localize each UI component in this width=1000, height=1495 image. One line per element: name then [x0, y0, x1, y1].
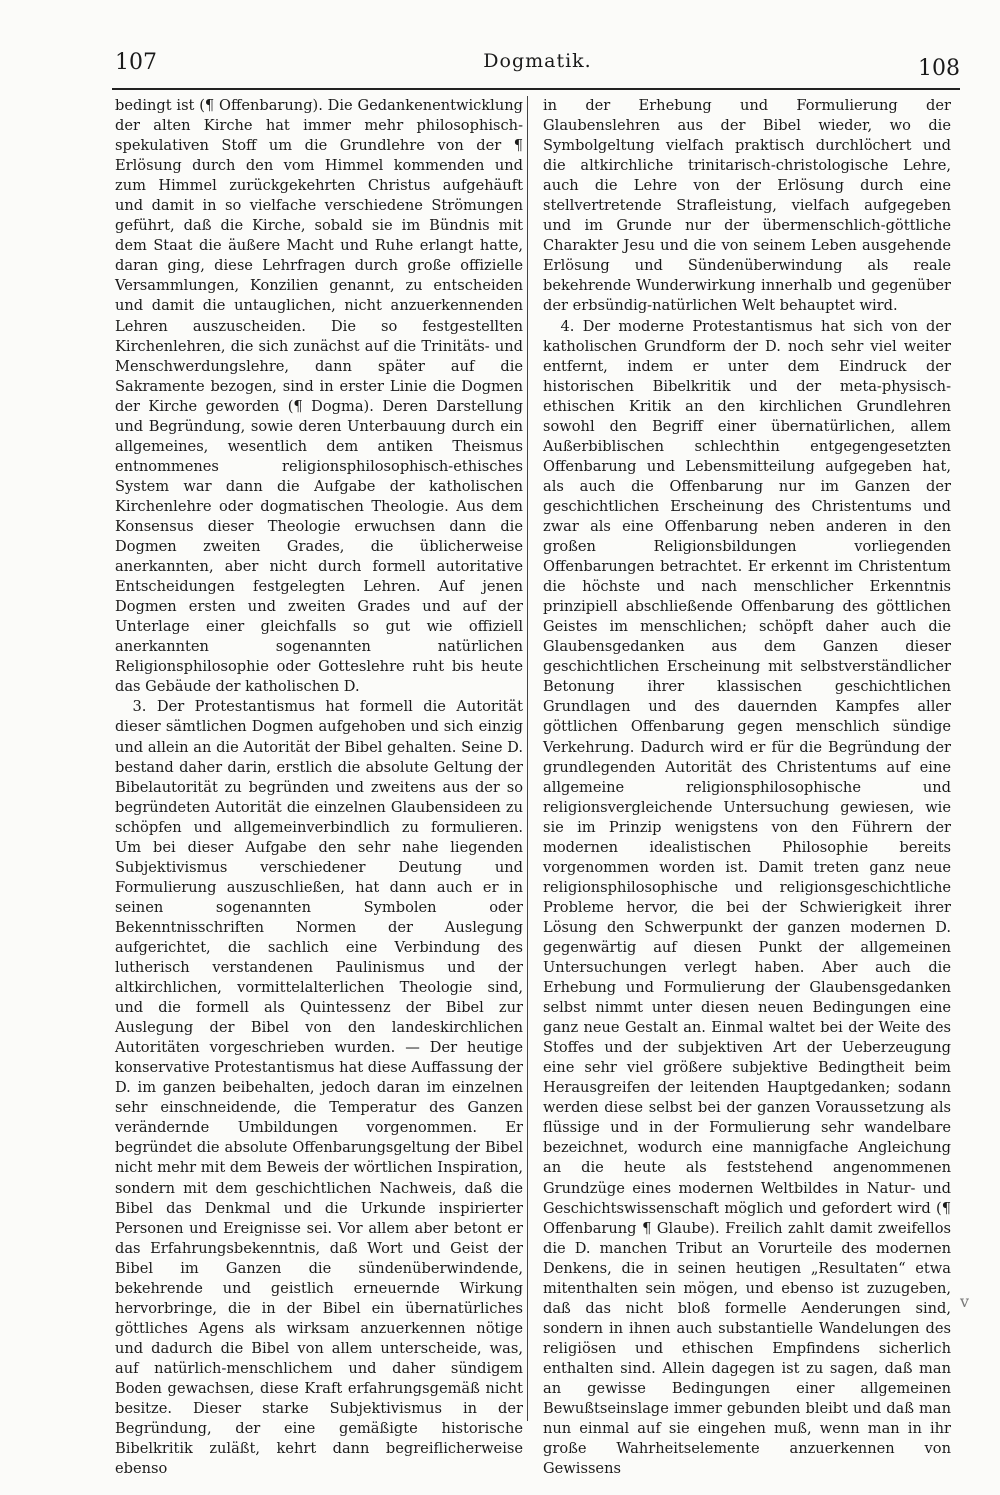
running-title: Dogmatik.	[483, 50, 592, 72]
header-rule	[112, 88, 960, 90]
text-column-right	[543, 96, 951, 1478]
text-column-left	[115, 96, 523, 1478]
column-divider	[527, 96, 528, 1421]
paragraph-section-4: 4. Der moderne Protestantismus hat sich von der katholischen Grundform der D. noch sehr viel weiter entfernt, indem er unter dem Eindruck der historischen Bibelkritik und der meta-physisch-ethischen Kritik an den kirchlichen Grundlehren sowohl den Begriff einer übernatürlichen, allem Außerbiblischen schlechthin entgegengesetzten Offenbarung und Lebensmitteilung aufgegeben hat, als auch die Offenbarung nur im Ganzen der geschichtlichen Erscheinung des Christentums und zwar als eine Offenbarung neben anderen in den großen Religionsbildungen vorliegenden Offenbarungen betrachtet. Er erkennt im Christentum die höchste und nach menschlicher Erkenntnis prinzipiell abschließende Offenbarung des göttlichen Geistes im menschlichen; schöpft daher auch die Glaubensgedanken aus dem Ganzen dieser geschichtlichen Erscheinung mit selbstverständlicher Betonung ihrer klassischen geschichtlichen Grundlagen und des dauernden Kampfes aller göttlichen Offenbarung gegen menschlich sündige Verkehrung. Dadurch wird er für die Begründung der grundlegenden Autorität des Christentums auf eine allgemeine religionsphilosophische und religionsvergleichende Untersuchung gewiesen, wie sie im Prinzip wenigstens von den Führern der modernen idealistischen Philosophie bereits vorgenommen worden ist. Damit treten ganz neue religionsphilosophische und religionsgeschichtliche Probleme hervor, die bei der Schwierigkeit ihrer Lösung den Schwerpunkt der ganzen modernen D. gegenwärtig auf diesen Punkt der allgemeinen Untersuchungen verlegt haben. Aber auch die Erhebung und Formulierung der Glaubensgedanken selbst nimmt unter diesen neuen Bedingungen eine ganz neue Gestalt an. Einmal waltet bei der Weite des Stoffes und der subjektiven Art der Ueberzeugung eine sehr viel größere subjektive Bedingtheit beim Herausgreifen der leitenden Hauptgedanken; sodann werden diese selbst bei der ganzen Voraussetzung als flüssige und in der Formulierung sehr wandelbare bezeichnet, wodurch eine mannigfache Angleichung an die heute als feststehend angenommenen Grundzüge eines modernen Weltbildes in Natur- und Geschichtswissenschaft möglich und gefordert wird (¶ Offenbarung ¶ Glaube). Freilich zahlt damit zweifellos die D. manchen Tribut an Vorurteile des modernen Denkens, die in seinen heutigen „Resultaten“ etwa mitenthalten sein mögen, und ebenso ist zuzugeben, daß das nicht bloß formelle Aenderungen sind, sondern in ihnen auch substantielle Wandelungen des religiösen und ethischen Empfindens sicherlich enthalten sind. Allein dagegen ist zu sagen, daß man an gewisse Bedingungen einer allgemeinen Bewußtseinslage immer gebunden bleibt und daß man nun einmal auf sie eingehen muß, wenn man in ihr große Wahrheitselemente anzuerkennen von Gewissens	[543, 317, 951, 1478]
running-head	[115, 44, 960, 84]
paragraph: bedingt ist (¶ Offenbarung). Die Gedankenentwicklung der alten Kirche hat immer mehr philosophisch-spekulativen Stoff um die Grundlehre von der ¶ Erlösung durch den vom Himmel kommenden und zum Himmel zurückgekehrten Christus aufgehäuft und damit in so vielfache verschiedene Strömungen geführt, daß die Kirche, sobald sie im Bündnis mit dem Staat die äußere Macht und Ruhe erlangt hatte, daran ging, diese Lehrfragen durch große offizielle Versammlungen, Konzilien genannt, zu entscheiden und damit die untauglichen, nicht anzuerkennenden Lehren auszuscheiden. Die so festgestellten Kirchenlehren, die sich zunächst auf die Trinitäts- und Menschwerdungslehre, dann später auf die Sakramente bezogen, sind in erster Linie die Dogmen der Kirche geworden (¶ Dogma). Deren Darstellung und Begründung, sowie deren Unterbauung durch ein allgemeines, wesentlich dem antiken Theismus entnommenes religionsphilosophisch-ethisches System war dann die Aufgabe der katholischen Kirchenlehre oder dogmatischen Theologie. Aus dem Konsensus dieser Theologie erwuchsen dann die Dogmen zweiten Grades, die üblicherweise anerkannten, aber nicht durch formell autoritative Entscheidungen festgelegten Lehren. Auf jenen Dogmen ersten und zweiten Grades und auf der Unterlage einer gleichfalls so gut wie offiziell anerkannten sogenannten natürlichen Religionsphilosophie oder Gotteslehre ruht bis heute das Gebäude der katholischen D.	[115, 97, 523, 696]
page-number-right: 108	[918, 56, 960, 81]
paragraph-section-3: 3. Der Protestantismus hat formell die Autorität dieser sämtlichen Dogmen aufgehoben und sich einzig und allein an die Autorität der Bibel gehalten. Seine D. bestand daher darin, erstlich die absolute Geltung der Bibelautorität zu begründen und zweitens aus der so begründeten Autorität die einzelnen Glaubensideen zu schöpfen und allgemeinverbindlich zu formulieren. Um bei dieser Aufgabe den sehr nahe liegenden Subjektivismus verschiedener Deutung und Formulierung auszuschließen, hat dann auch er in seinen sogenannten Symbolen oder Bekenntnisschriften Normen der Auslegung aufgerichtet, die sachlich eine Verbindung des lutherisch verstandenen Paulinismus und der altkirchlichen, vormittelalterlichen Theologie sind, und die formell als Quintessenz der Bibel zur Auslegung der Bibel von den landeskirchlichen Autoritäten vorgeschrieben wurden. — Der heutige konservative Protestantismus hat diese Auffassung der D. im ganzen beibehalten, jedoch daran im einzelnen sehr einschneidende, die Temperatur des Ganzen verändernde Umbildungen vorgenommen. Er begründet die absolute Offenbarungsgeltung der Bibel nicht mehr mit dem Beweis der wörtlichen Inspiration, sondern mit dem geschichtlichen Nachweis, daß die Bibel das Denkmal und die Urkunde inspirierter Personen und Ereignisse sei. Vor allem aber betont er das Erfahrungsbekenntnis, daß Wort und Geist der Bibel im Ganzen die sündenüberwindende, bekehrende und geistlich erneuernde Wirkung hervorbringe, die in der Bibel ein übernatürliches göttliches Agens als wirksam anzuerkennen nötige und dadurch die Bibel von allem unterscheide, was, auf natürlich-menschlichem und daher sündigem Boden gewachsen, diese Kraft erfahrungsgemäß nicht besitze. Dieser starke Subjektivismus in der Begründung, der eine gemäßigte historische Bibelkritik zuläßt, kehrt dann begreiflicherweise ebenso	[115, 698, 523, 1478]
page-number-left: 107	[115, 50, 157, 75]
margin-note: v	[960, 1292, 970, 1311]
paragraph: in der Erhebung und Formulierung der Glaubenslehren aus der Bibel wieder, wo die Symbolgeltung vielfach praktisch durchlöchert und die altkirchliche trinitarisch-christologische Lehre, auch die Lehre von der Erlösung durch eine stellvertretende Strafleistung, vielfach aufgegeben und im Grunde nur der übermenschlich-göttliche Charakter Jesu und die von seinem Leben ausgehende Erlösung und Sündenüberwindung als reale bekehrende Wunderwirkung innerhalb und gegenüber der erbsündig-natürlichen Welt behauptet wird.	[543, 97, 951, 315]
